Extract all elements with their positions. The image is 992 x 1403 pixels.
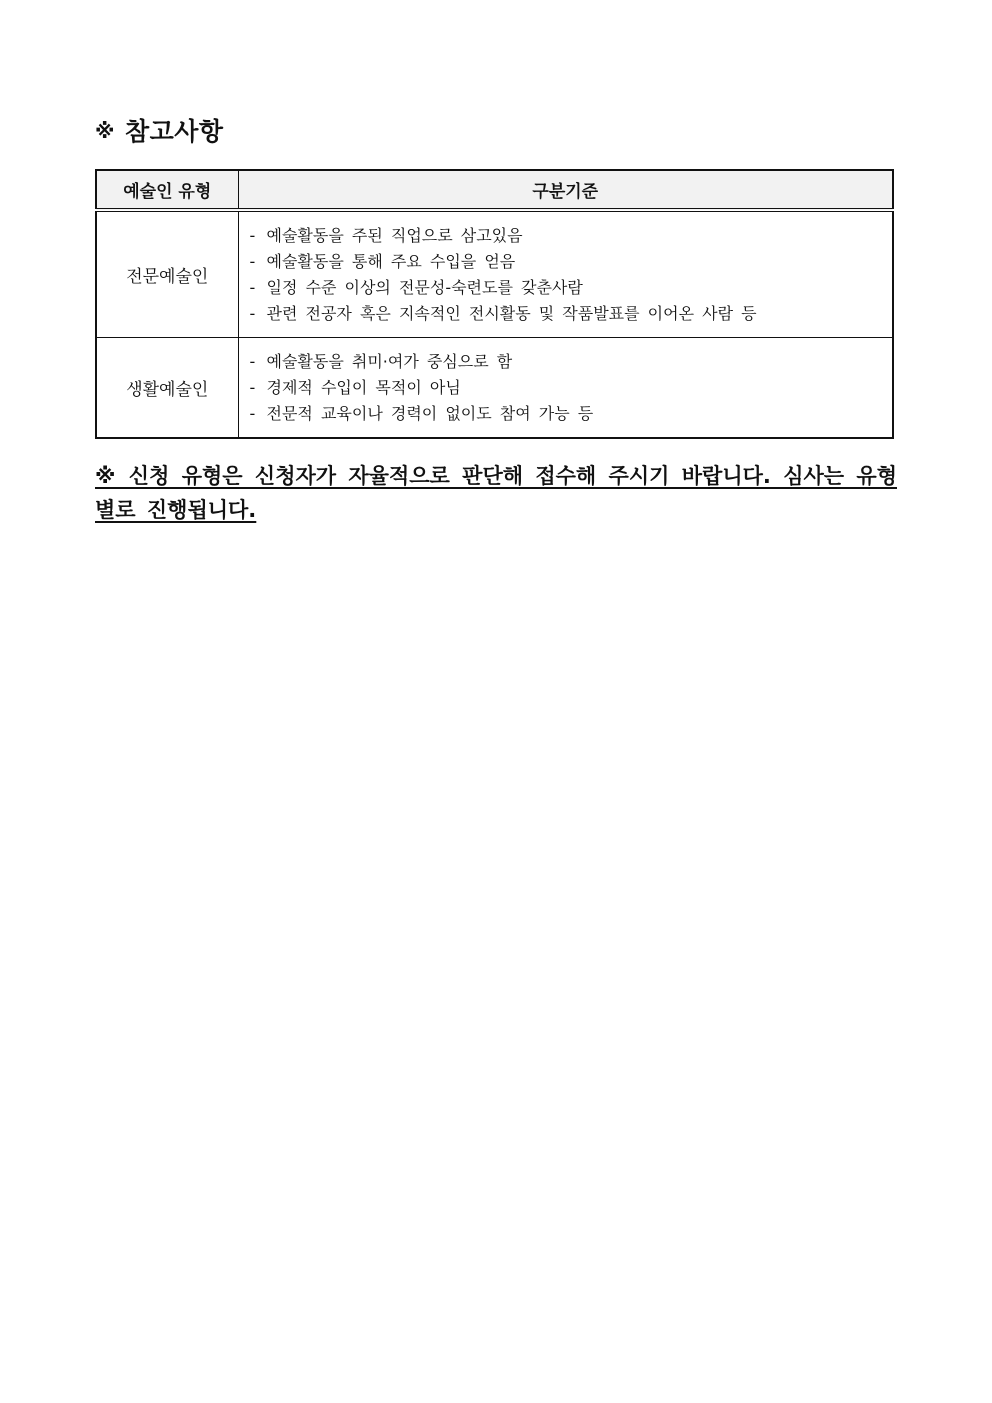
table-header-row: [96, 170, 893, 210]
reference-mark-icon: ※: [95, 119, 115, 143]
criteria-cell: [238, 210, 893, 338]
criteria-list: [250, 223, 893, 327]
artist-type-cell: 전문예술인: [96, 210, 238, 338]
criteria-item: - 경제적 수입이 목적이 아님: [250, 375, 893, 401]
header-artist-type: 예술인 유형: [96, 170, 238, 210]
criteria-list: [250, 349, 893, 427]
criteria-item: - 관련 전공자 혹은 지속적인 전시활동 및 작품발표를 이어온 사람 등: [250, 301, 893, 327]
artist-type-cell: 생활예술인: [96, 338, 238, 439]
criteria-item: - 예술활동을 주된 직업으로 삼고있음: [250, 223, 893, 249]
criteria-cell: [238, 338, 893, 439]
application-notice: ※ 신청 유형은 신청자가 자율적으로 판단해 접수해 주시기 바랍니다. 심사는 유형별로 진행됩니다.: [95, 464, 897, 522]
heading-text: 참고사항: [124, 117, 224, 146]
criteria-item: - 전문적 교육이나 경력이 없이도 참여 가능 등: [250, 401, 893, 427]
criteria-item: - 예술활동을 취미·여가 중심으로 함: [250, 349, 893, 375]
table-row: [96, 338, 893, 439]
criteria-item: - 예술활동을 통해 주요 수입을 얻음: [250, 249, 893, 275]
table-row: [96, 210, 893, 338]
header-criteria: 구분기준: [238, 170, 893, 210]
section-heading: [95, 112, 224, 148]
criteria-item: - 일정 수준 이상의 전문성-숙련도를 갖춘사람: [250, 275, 893, 301]
artist-type-criteria-table: [95, 169, 894, 439]
